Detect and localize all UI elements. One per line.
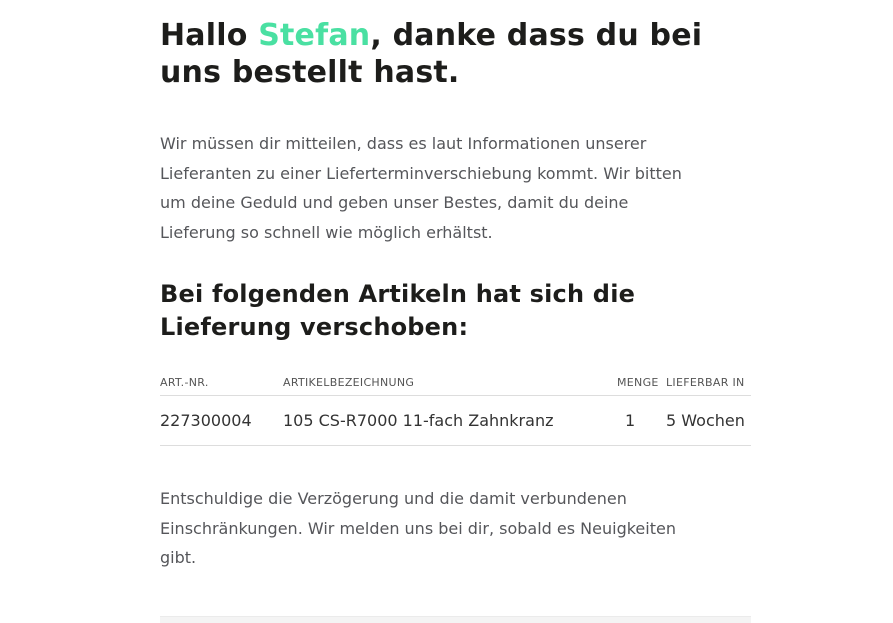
greeting-line-1 [160,17,751,54]
cell-art-nr: 227300004 [160,396,283,446]
column-header-artikelbezeichnung: ARTIKELBEZEICHNUNG [283,376,617,396]
table-row [160,396,751,446]
intro-paragraph [160,129,751,247]
column-header-menge: MENGE [617,376,666,396]
cell-lieferbar-in: 5 Wochen [666,396,751,446]
paragraph-line: Entschuldige die Verzögerung und die damit verbundenen [160,489,627,508]
paragraph-line: um deine Geduld und geben unser Bestes, damit du deine [160,193,629,212]
items-table-header-row [160,376,751,396]
column-header-art-nr: ART.-NR. [160,376,283,396]
email-content-column [160,0,751,573]
cell-menge: 1 [617,396,666,446]
greeting-prefix: Hallo [160,18,259,53]
delay-heading-line-2: Lieferung verschoben: [160,313,469,341]
greeting-line-2: uns bestellt hast. [160,55,460,90]
column-header-lieferbar-in: LIEFERBAR IN [666,376,751,396]
cell-artikelbezeichnung: 105 CS-R7000 11-fach Zahnkranz [283,396,617,446]
closing-paragraph [160,484,751,573]
greeting-heading [160,17,751,91]
paragraph-line: Lieferanten zu einer Lieferterminverschiebung kommt. Wir bitten [160,163,682,183]
greeting-suffix: , danke dass du bei [370,18,703,53]
items-table [160,376,751,446]
footer-strip [160,616,751,623]
delay-heading-line-1: Bei folgenden Artikeln hat sich die [160,280,636,308]
paragraph-line: Lieferung so schnell wie möglich erhältst. [160,222,493,242]
delay-heading [160,278,751,344]
paragraph-line: Wir müssen dir mitteilen, dass es laut Informationen unserer [160,134,647,153]
paragraph-line: Einschränkungen. Wir melden uns bei dir, sobald es Neuigkeiten [160,518,676,538]
paragraph-line: gibt. [160,548,197,567]
customer-name: Stefan [258,18,371,53]
